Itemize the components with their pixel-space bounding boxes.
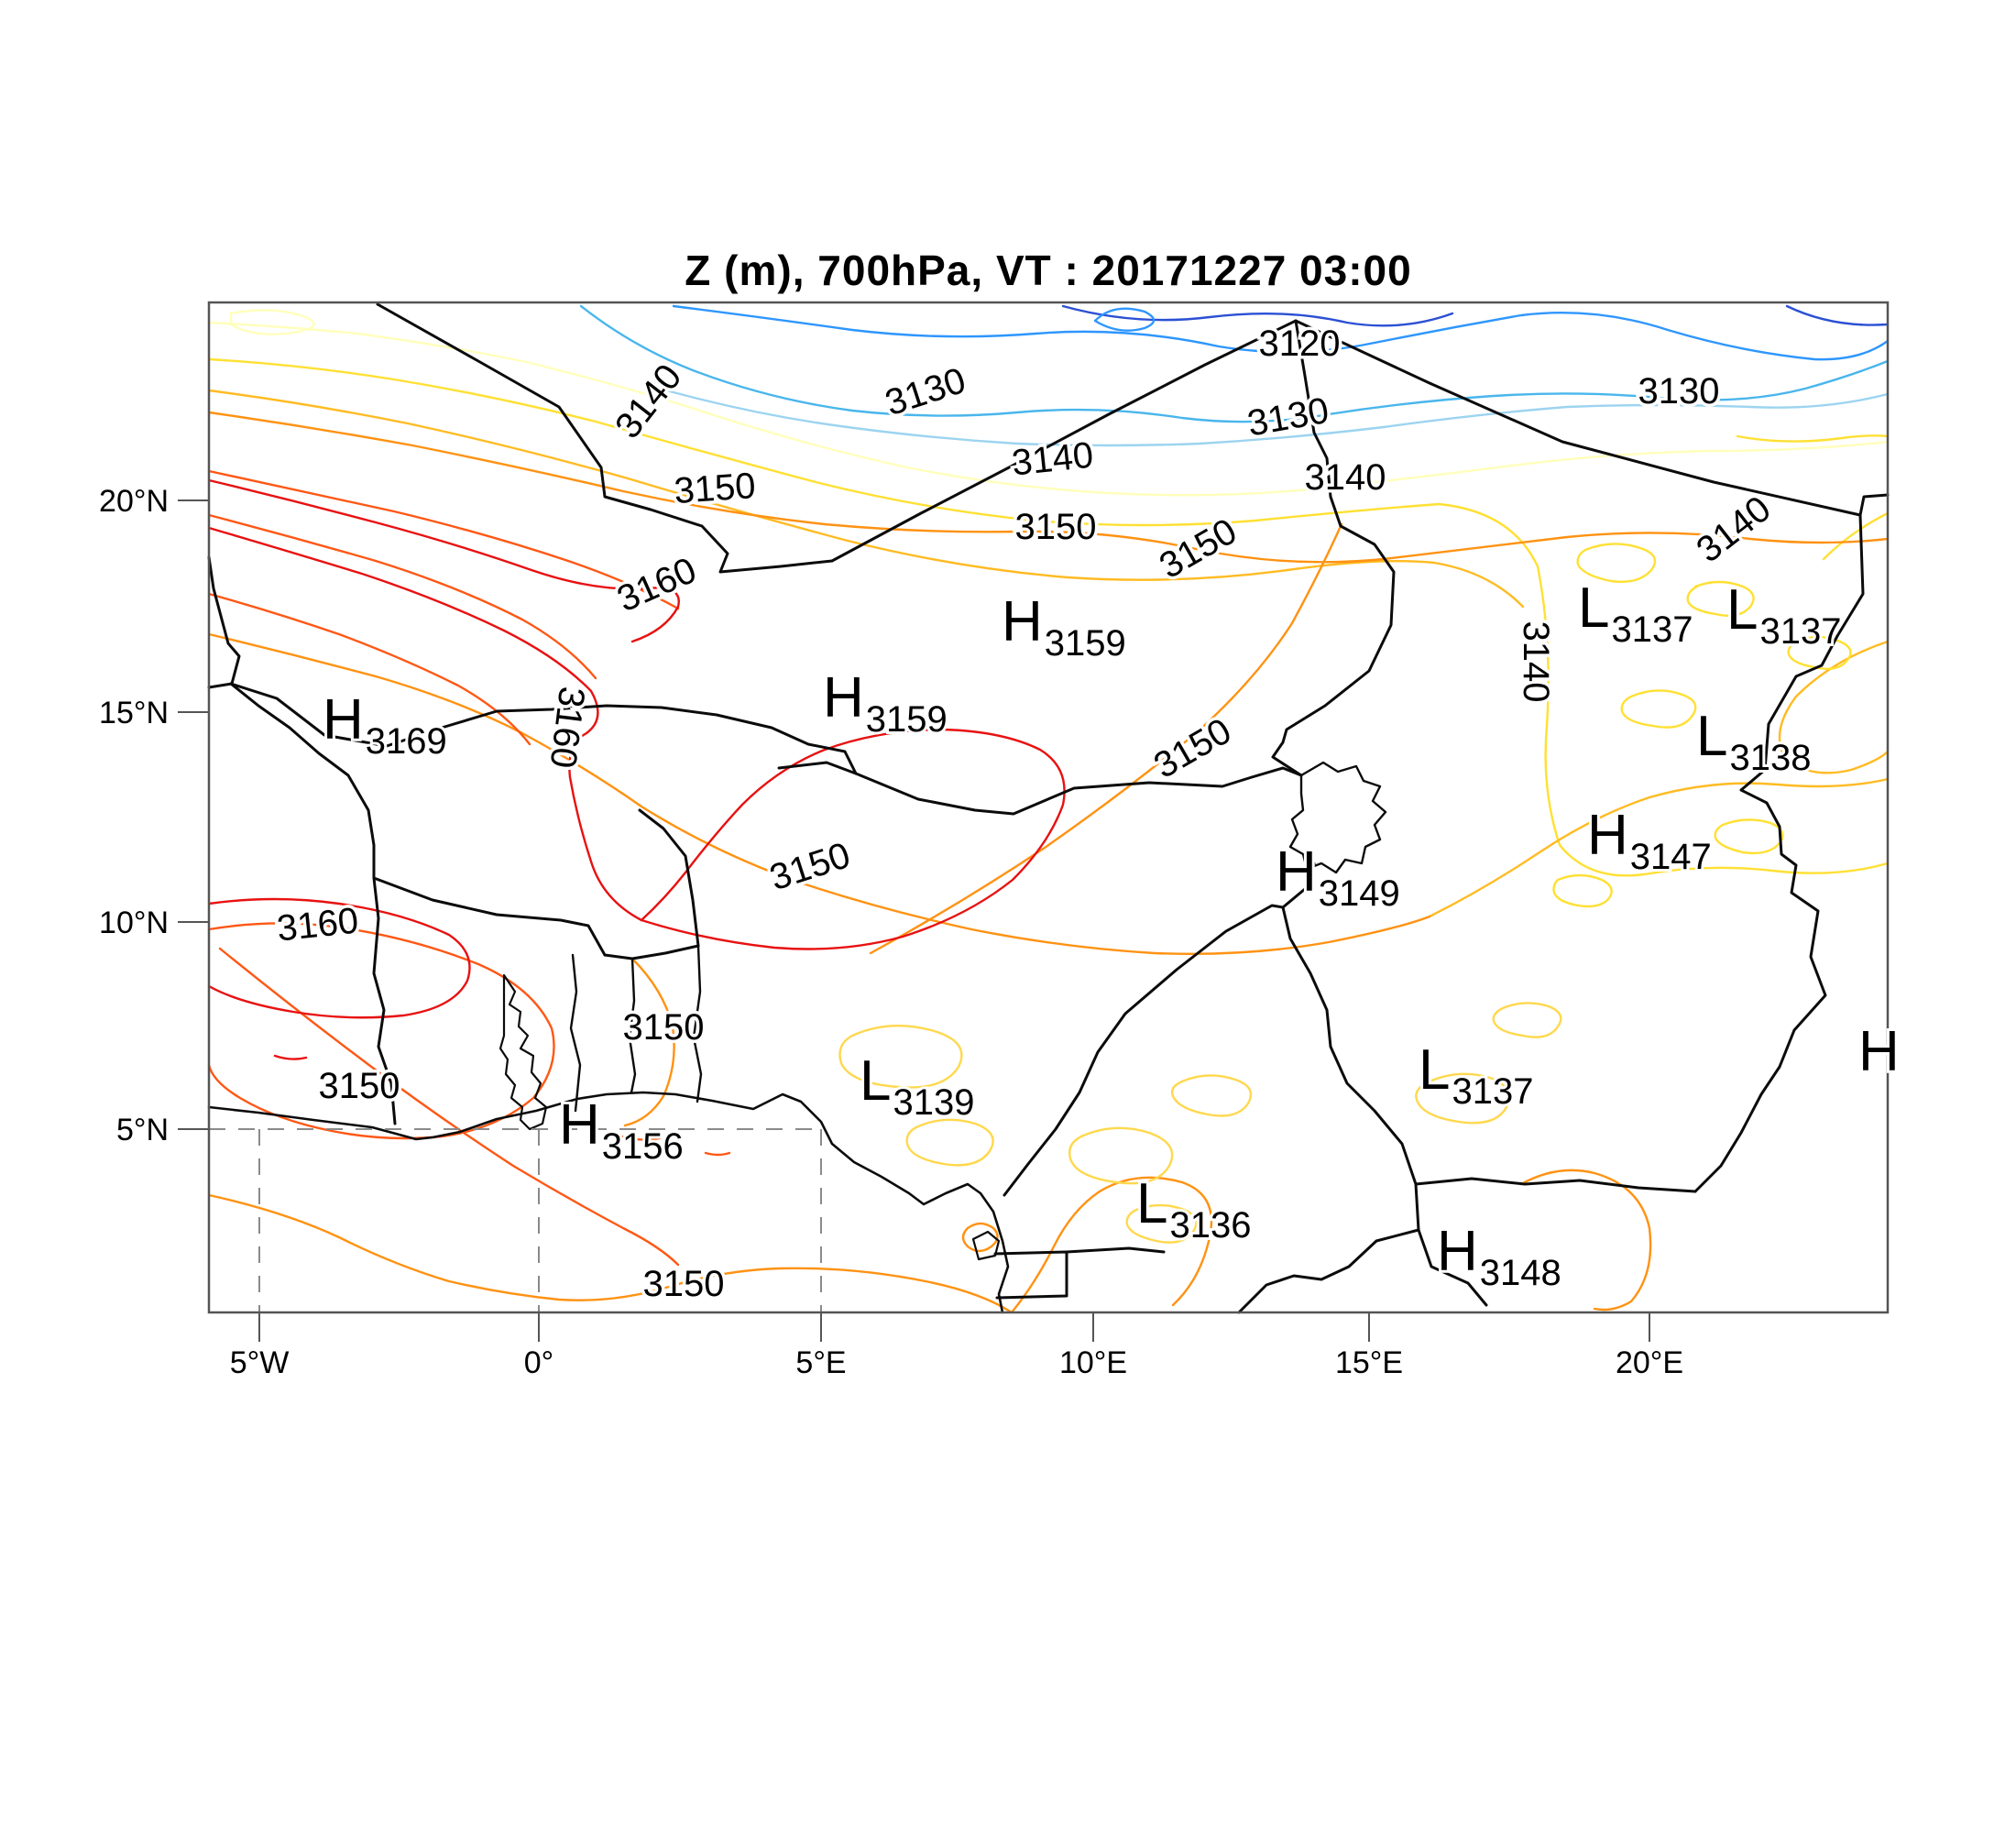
- contour-label-3150: 3150: [1014, 507, 1097, 547]
- contour-label-3140: 3140: [1689, 488, 1779, 571]
- page-title: Z (m), 700hPa, VT : 20171227 03:00: [685, 247, 1412, 294]
- contour-label-3130: 3130: [880, 359, 971, 424]
- contour-label-3150: 3150: [673, 465, 758, 512]
- x-tick-label: 10°E: [1058, 1345, 1128, 1380]
- high-marker-3159: $H_{3159}$: [823, 666, 948, 740]
- x-tick-label: 20°E: [1615, 1345, 1684, 1380]
- contour-label-3150: 3150: [318, 1066, 400, 1106]
- contour-label-3160: 3160: [611, 549, 703, 620]
- low-marker-3138: $L_{3138}$: [1696, 705, 1812, 778]
- contour-label-3140: 3140: [1010, 434, 1096, 484]
- contour-label-3160: 3160: [275, 900, 361, 949]
- low-marker-3139: $L_{3139}$: [860, 1049, 975, 1123]
- x-tick-label: 5°W: [229, 1345, 290, 1380]
- x-axis: [230, 1312, 1683, 1380]
- high-marker-3149: $H_{3149}$: [1276, 840, 1400, 914]
- contour-label-3150: 3150: [642, 1264, 725, 1304]
- x-tick-label: 5°E: [795, 1345, 847, 1380]
- contour-label-3150: 3150: [622, 1007, 705, 1048]
- high-marker-3169: $H_{3169}$: [323, 688, 447, 762]
- low-marker-3137: $L_{3137}$: [1726, 578, 1842, 652]
- low-marker-3137: $L_{3137}$: [1578, 576, 1693, 650]
- low-marker-3137: $L_{3137}$: [1419, 1038, 1534, 1112]
- x-tick-label: 0°: [523, 1345, 554, 1380]
- contour-label-3150: 3150: [1146, 710, 1239, 787]
- contour-label-3150: 3150: [764, 834, 856, 899]
- contour-label-3130: 3130: [1244, 390, 1332, 445]
- contour-label-3130: 3130: [1638, 371, 1720, 412]
- high-marker-3148: $H_{3148}$: [1437, 1220, 1561, 1293]
- high-marker-3159: $H_{3159}$: [1002, 590, 1126, 664]
- x-tick-label: 15°E: [1334, 1345, 1404, 1380]
- high-marker-3147: $H_{3147}$: [1587, 804, 1712, 877]
- high-marker-3156: $H_{3156}$: [559, 1093, 684, 1167]
- y-axis: [99, 484, 209, 1147]
- contour-label-3140: 3140: [608, 357, 690, 446]
- low-marker-3136: $L_{3136}$: [1136, 1172, 1252, 1246]
- contour-label-3140: 3140: [1304, 457, 1386, 498]
- contour-label-3160: 3160: [542, 684, 593, 771]
- y-tick-label: 15°N: [99, 696, 169, 730]
- contour-label-3120: 3120: [1258, 324, 1341, 364]
- high-marker: H: [1858, 1020, 1900, 1083]
- y-tick-label: 20°N: [99, 484, 169, 519]
- contour-label-3140: 3140: [1516, 620, 1556, 703]
- contour-label-3150: 3150: [1152, 510, 1244, 587]
- y-tick-label: 10°N: [99, 906, 169, 940]
- y-tick-label: 5°N: [115, 1113, 169, 1147]
